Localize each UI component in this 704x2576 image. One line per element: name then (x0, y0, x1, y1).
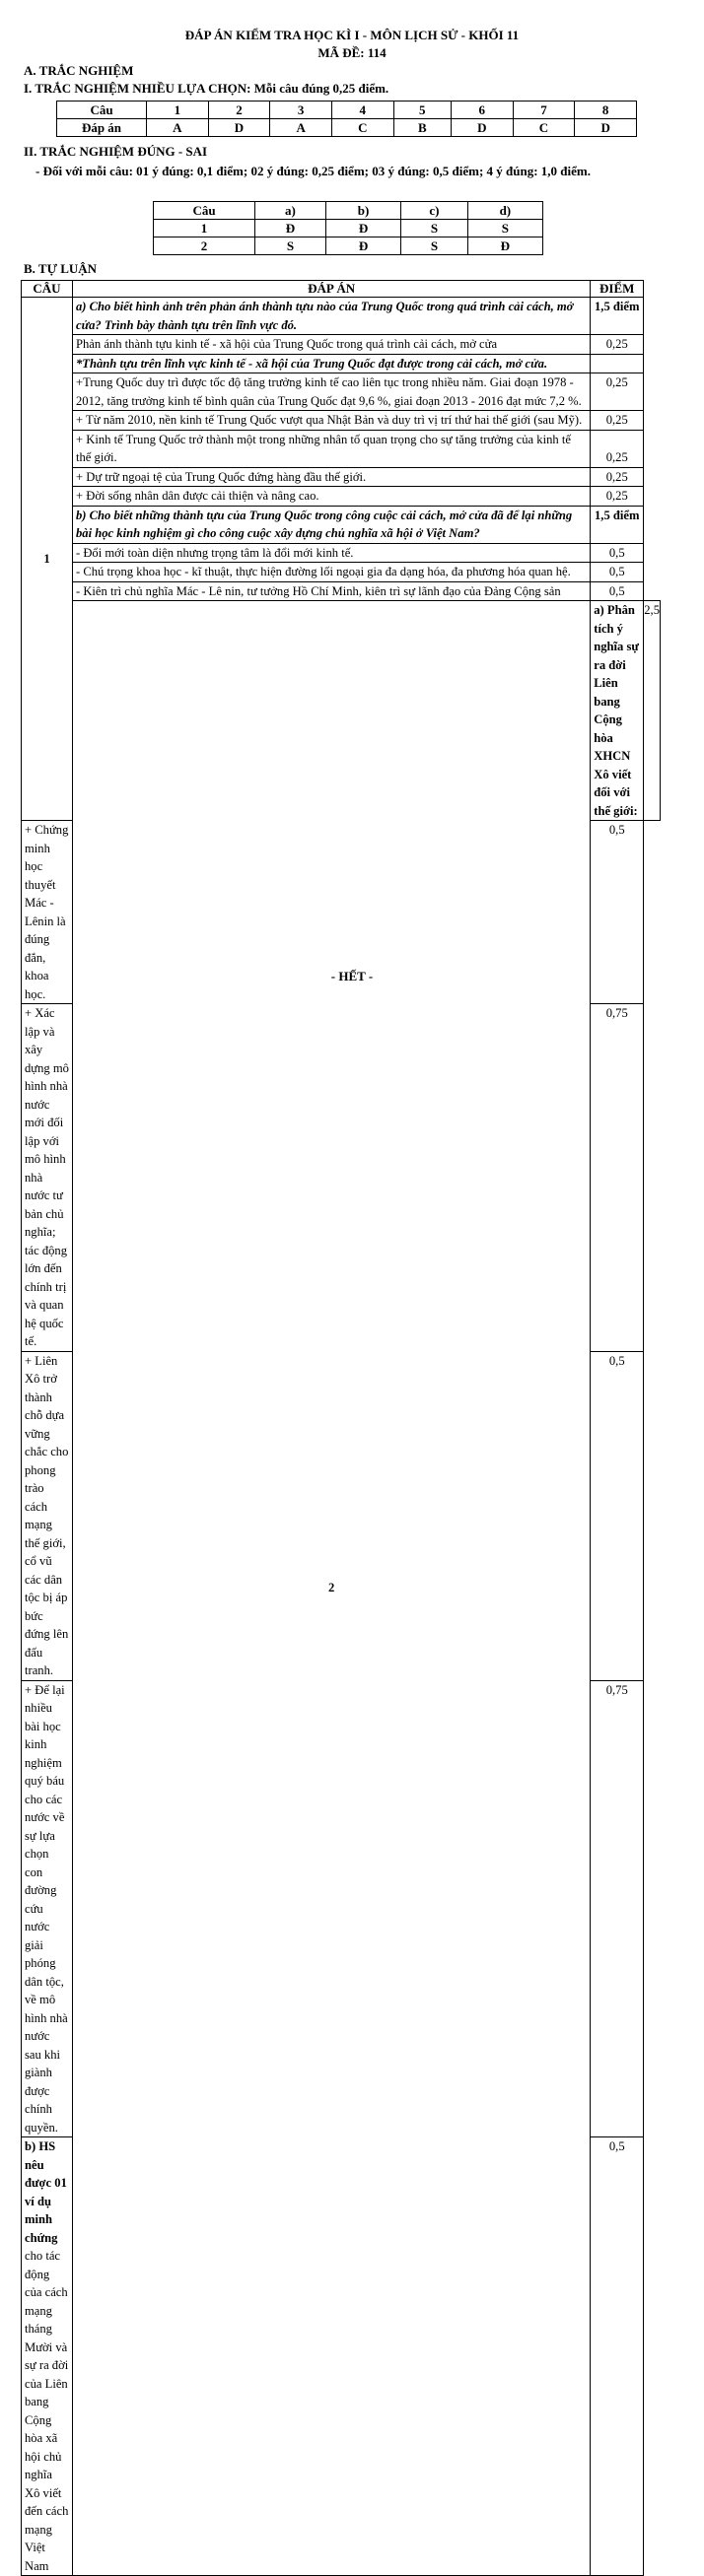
points-value: 0,5 (591, 563, 644, 582)
answer-text: + Xác lập và xây dựng mô hình nhà nước mới đối lập với mô hình nhà nước tư bản chủ nghĩa; tác động lớn đến chính trị và quan hệ quốc tế. (22, 1004, 73, 1352)
mcq-question-cell: 1 (147, 102, 209, 119)
table-row (22, 563, 661, 582)
points-value: 0,5 (591, 1351, 644, 1680)
points-value: 0,25 (591, 487, 644, 507)
q1a-prompt: a) Cho biết hình ảnh trên phản ánh thành tựu nào của Trung Quốc trong quá trình cải cách, mở cửa? Trình bày thành tựu trên lĩnh vực đó. (73, 298, 591, 335)
answer-text: + Để lại nhiều bài học kinh nghiệm quý báu cho các nước về sự lựa chọn con đường cứu nước giải phóng dân tộc, về mô hình nhà nước sau khi giành được chính quyền. (22, 1680, 73, 2137)
essay-header-row (22, 281, 661, 298)
answer-text: - Đổi mới toàn diện nhưng trọng tâm là đổi mới kinh tế. (73, 543, 591, 563)
answer-text: + Từ năm 2010, nền kinh tế Trung Quốc vượt qua Nhật Bản và duy trì vị trí thứ hai thế giới (sau Mỹ). (73, 411, 591, 431)
table-row (22, 506, 661, 543)
q2b-rest: cho tác động của cách mạng tháng Mười và sự ra đời của Liên bang Cộng hòa xã hội chủ nghĩa Xô viết đến cách mạng Việt Nam (25, 2249, 69, 2573)
points-value: 0,5 (591, 821, 644, 1004)
mcq-answer-row (57, 119, 637, 137)
answer-text: + Liên Xô trở thành chỗ dựa vững chắc cho phong trào cách mạng thế giới, cổ vũ các dân tộc bị áp bức đứng lên đấu tranh. (22, 1351, 73, 1680)
q1b-prompt: b) Cho biết những thành tựu của Trung Quốc trong công cuộc cải cách, mở cửa đã để lại những bài học kinh nghiệm gì cho công cuộc xây dựng chủ nghĩa xã hội ở Việt Nam? (73, 506, 591, 543)
table-row (22, 581, 661, 601)
essay-answer-table (21, 280, 661, 2576)
points-value: 0,75 (591, 1004, 644, 1352)
answer-text: - Kiên trì chủ nghĩa Mác - Lê nin, tư tưởng Hồ Chí Minh, kiên trì sự lãnh đạo của Đảng Cộng sản (73, 581, 591, 601)
mcq-question-cell: 6 (451, 102, 513, 119)
col-answer-header: ĐÁP ÁN (73, 281, 591, 298)
points-value: 0,5 (591, 543, 644, 563)
mcq-answer-cell: C (331, 119, 393, 137)
answer-text: + Chứng minh học thuyết Mác - Lênin là đúng đắn, khoa học. (22, 821, 73, 1004)
mcq-answer-table (56, 101, 637, 137)
tf-cell: S (467, 220, 542, 237)
points-value: 0,5 (591, 2137, 644, 2576)
table-row (22, 411, 661, 431)
answer-text: + Đời sống nhân dân được cải thiện và nâng cao. (73, 487, 591, 507)
mcq-answer-cell: D (575, 119, 637, 137)
points-value: 0,25 (591, 411, 644, 431)
question-number: 1 (22, 298, 73, 821)
mcq-question-cell: 7 (513, 102, 575, 119)
tf-cell: S (401, 237, 467, 255)
table-row (22, 601, 661, 821)
part2-title: II. TRẮC NGHIỆM ĐÚNG - SAI (24, 144, 208, 159)
points-value: 0,75 (591, 1680, 644, 2137)
tf-header-cell: b) (325, 202, 400, 220)
tf-header-cell: a) (255, 202, 326, 220)
true-false-table (153, 201, 543, 255)
mcq-answer-cell: A (270, 119, 332, 137)
mcq-question-cell: 8 (575, 102, 637, 119)
q2a-prompt: a) Phân tích ý nghĩa sự ra đời Liên bang Cộng hòa XHCN Xô viết đối với thế giới: (591, 601, 644, 821)
table-row (22, 298, 661, 335)
q1b-points: 1,5 điểm (591, 506, 644, 543)
mcq-answer-cell: D (208, 119, 270, 137)
table-row (22, 335, 661, 355)
mcq-answer-cell: B (393, 119, 451, 137)
answer-text: +Trung Quốc duy trì được tốc độ tăng trưởng kinh tế cao liên tục trong nhiều năm. Giai đoạn 1978 - 2012, tăng trưởng kinh tế bình quân của Trung Quốc đạt 9,6 %, giai đoạn 2013 - 2016 đạt mức 7,2 %. (73, 373, 591, 411)
part2-scoring-note: - Đối với mỗi câu: 01 ý đúng: 0,1 điểm; 02 ý đúng: 0,25 điểm; 03 ý đúng: 0,5 điểm; 4 ý đúng: 1,0 điểm. (35, 164, 591, 178)
document-title: ĐÁP ÁN KIỂM TRA HỌC KÌ I - MÔN LỊCH SỬ - KHỐI 11 (184, 28, 520, 42)
tf-cell: S (255, 237, 326, 255)
tf-header-cell: Câu (154, 202, 255, 220)
table-row (22, 467, 661, 487)
table-row (22, 373, 661, 411)
answer-text: - Chú trọng khoa học - kĩ thuật, thực hiện đường lối ngoại gia đa dạng hóa, đa phương hóa quan hệ. (73, 563, 591, 582)
mcq-answer-cell: D (451, 119, 513, 137)
mcq-label-question: Câu (57, 102, 147, 119)
tf-cell: S (401, 220, 467, 237)
points-value: 0,25 (591, 335, 644, 355)
table-row (22, 354, 661, 373)
col-points-header: ĐIỂM (591, 281, 644, 298)
mcq-question-cell: 2 (208, 102, 270, 119)
answer-text: + Dự trữ ngoại tệ của Trung Quốc đứng hàng đầu thế giới. (73, 467, 591, 487)
section-b-title: B. TỰ LUẬN (24, 261, 98, 276)
table-row (22, 430, 661, 467)
tf-cell: Đ (325, 220, 400, 237)
q1a-points: 1,5 điểm (591, 298, 644, 335)
tf-row (154, 237, 543, 255)
mcq-answer-cell: A (147, 119, 209, 137)
end-marker: - HẾT - (330, 969, 374, 983)
tf-header-cell: d) (467, 202, 542, 220)
tf-header-cell: c) (401, 202, 467, 220)
section-a-title: A. TRẮC NGHIỆM (24, 63, 134, 78)
answer-subheading: *Thành tựu trên lĩnh vực kinh tế - xã hội của Trung Quốc đạt được trong cải cách, mở cửa. (73, 354, 591, 373)
tf-cell: 1 (154, 220, 255, 237)
exam-code: MÃ ĐỀ: 114 (317, 45, 387, 60)
mcq-question-cell: 3 (270, 102, 332, 119)
tf-row (154, 220, 543, 237)
tf-cell: Đ (325, 237, 400, 255)
table-row (22, 543, 661, 563)
tf-cell: Đ (467, 237, 542, 255)
tf-cell: 2 (154, 237, 255, 255)
part1-title: I. TRẮC NGHIỆM NHIỀU LỰA CHỌN: Mỗi câu đúng 0,25 điểm. (24, 81, 389, 96)
points-empty (591, 354, 644, 373)
mcq-label-answer: Đáp án (57, 119, 147, 137)
mcq-question-cell: 5 (393, 102, 451, 119)
q2b-answer (22, 2137, 73, 2576)
points-value: 0,5 (591, 581, 644, 601)
tf-cell: Đ (255, 220, 326, 237)
answer-text: Phản ánh thành tựu kinh tế - xã hội của Trung Quốc trong quá trình cải cách, mở cửa (73, 335, 591, 355)
table-row (22, 487, 661, 507)
tf-header-row (154, 202, 543, 220)
points-value: 0,25 (591, 373, 644, 411)
mcq-question-row (57, 102, 637, 119)
mcq-answer-cell: C (513, 119, 575, 137)
mcq-question-cell: 4 (331, 102, 393, 119)
answer-text: + Kinh tế Trung Quốc trở thành một trong những nhân tố quan trọng cho sự tăng trưởng của kinh tế thế giới. (73, 430, 591, 467)
points-value: 0,25 (591, 467, 644, 487)
question-number: 2 (73, 601, 591, 2576)
q2a-points: 2,5 (644, 601, 661, 821)
points-value: 0,25 (591, 430, 644, 467)
col-question-header: CÂU (22, 281, 73, 298)
q2b-bold-lead: b) HS nêu được 01 ví dụ minh chứng (25, 2139, 67, 2245)
